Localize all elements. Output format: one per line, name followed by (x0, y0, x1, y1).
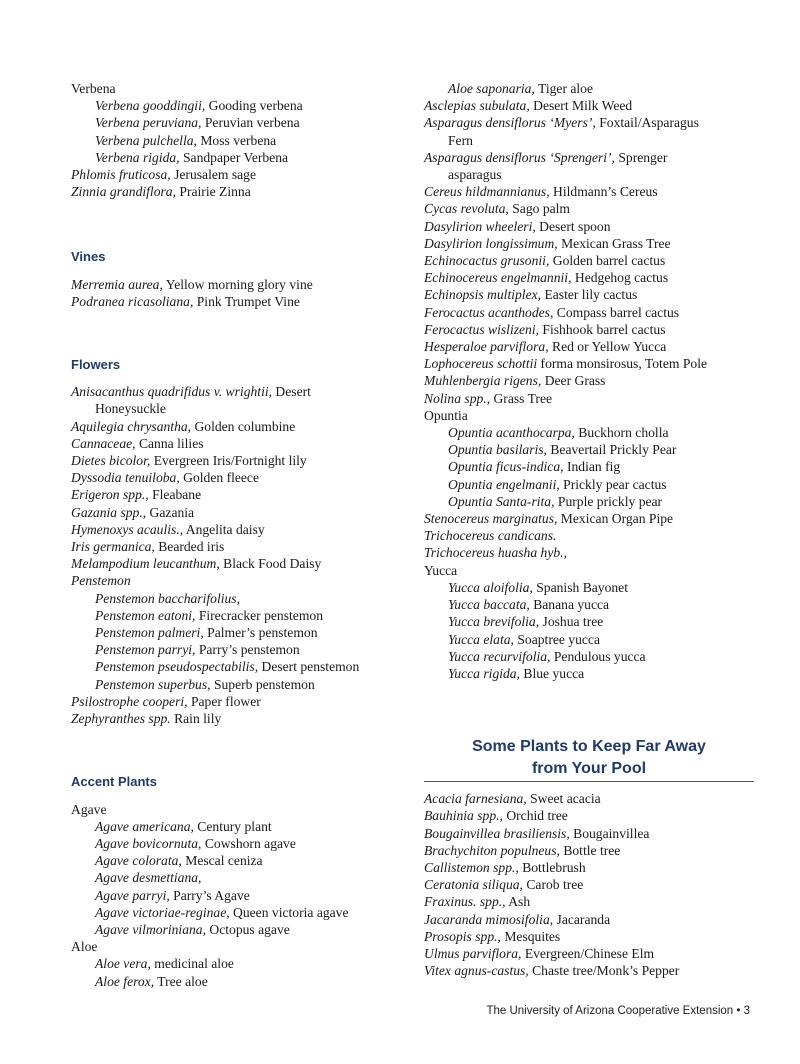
plant-entry (424, 665, 769, 682)
plant-entry (424, 304, 769, 321)
scientific-name: Trichocereus candicans. (424, 528, 557, 544)
plant-entry (424, 893, 769, 910)
common-name: Fleabane (148, 487, 202, 503)
common-name-continued: Fern (448, 132, 473, 148)
plant-entry (71, 132, 411, 149)
plant-entry (71, 641, 411, 658)
plant-entry (71, 607, 411, 624)
scientific-name: Penstemon (71, 573, 131, 589)
scientific-name: Iris germanica, (71, 539, 155, 555)
plant-entry (424, 355, 769, 372)
common-name: forma monsirosus, Totem Pole (537, 356, 707, 372)
scientific-name: Penstemon baccharifolius, (95, 590, 240, 606)
plant-entry (71, 383, 411, 400)
common-name: Queen victoria agave (229, 904, 349, 920)
scientific-name: Zinnia grandiflora, (71, 184, 176, 200)
scientific-name: Anisacanthus quadrifidus v. wrightii, (71, 384, 273, 400)
common-name: Golden fleece (179, 470, 260, 486)
scientific-name: Yucca brevifolia, (448, 614, 540, 630)
common-name: Pendulous yucca (550, 648, 646, 664)
scientific-name: Erigeron spp., (71, 487, 149, 503)
common-name: Red or Yellow Yucca (548, 339, 667, 355)
plant-entry (71, 835, 411, 852)
common-name: Golden columbine (191, 418, 296, 434)
scientific-name: Echinocactus grusonii, (424, 253, 550, 269)
plant-entry (424, 286, 769, 303)
common-name: Beavertail Prickly Pear (546, 442, 677, 458)
plant-entry (71, 521, 411, 538)
plant-entry (424, 441, 769, 458)
plant-entry (71, 676, 411, 693)
scientific-name: Bougainvillea brasiliensis, (424, 825, 570, 841)
plant-entry (424, 149, 769, 166)
plant-entry (424, 962, 769, 979)
scientific-name: Hymenoxys acaulis., (71, 521, 184, 537)
genus-label: Aloe (71, 939, 98, 955)
common-name: Firecracker penstemon (195, 607, 323, 623)
plant-entry (71, 538, 411, 555)
scientific-name: Gazania spp., (71, 504, 147, 520)
plant-entry (424, 114, 769, 131)
section-heading: Accent Plants (71, 774, 157, 790)
scientific-name: Asparagus densiflorus ‘Myers’, (424, 115, 596, 131)
scientific-name: Dasylirion longissimum, (424, 235, 558, 251)
plant-entry (424, 928, 769, 945)
scientific-name: Penstemon superbus, (95, 676, 211, 692)
scientific-name: Verbena pulchella, (95, 132, 197, 148)
right-column (424, 80, 769, 979)
plant-entry (424, 476, 769, 493)
plant-entry (71, 435, 411, 452)
plant-entry (424, 269, 769, 286)
scientific-name: Agave parryi, (95, 887, 170, 903)
scientific-name: Penstemon pseudospectabilis, (95, 659, 259, 675)
plant-entry (71, 114, 411, 131)
plant-entry (71, 904, 411, 921)
plant-entry (71, 149, 411, 166)
scientific-name: Merremia aurea, (71, 276, 163, 292)
scientific-name: Cereus hildmannianus, (424, 184, 550, 200)
scientific-name: Penstemon palmeri, (95, 625, 204, 641)
scientific-name: Hesperaloe parviflora, (424, 339, 549, 355)
keep-away-title-line2: from Your Pool (531, 759, 647, 777)
plant-entry (71, 97, 411, 114)
common-name: Soaptree yucca (513, 631, 601, 647)
scientific-name: Ferocactus wislizeni, (424, 321, 540, 337)
scientific-name: Agave bovicornuta, (95, 835, 202, 851)
scientific-name: Callistemon spp., (424, 859, 519, 875)
scientific-name: Melampodium leucanthum, (71, 556, 220, 572)
genus-label: Agave (71, 801, 107, 817)
common-name: Canna lilies (135, 435, 204, 451)
common-name: Orchid tree (502, 808, 568, 824)
plant-entry (424, 200, 769, 217)
scientific-name: Agave americana, (95, 818, 194, 834)
common-name: Indian fig (563, 459, 621, 475)
common-name: Tree aloe (154, 973, 208, 989)
common-name: Chaste tree/Monk’s Pepper (528, 963, 680, 979)
common-name-continued: Honeysuckle (95, 401, 166, 417)
plant-entry (71, 955, 411, 972)
scientific-name: Verbena peruviana, (95, 115, 202, 131)
scientific-name: Yucca rigida, (448, 665, 521, 681)
scientific-name: Bauhinia spp., (424, 808, 503, 824)
common-name: Paper flower (187, 693, 261, 709)
common-name: Banana yucca (529, 597, 610, 613)
scientific-name: Yucca recurvifolia, (448, 648, 551, 664)
plant-entry (71, 293, 411, 310)
common-name: Century plant (193, 818, 272, 834)
plant-entry (424, 859, 769, 876)
common-name: Joshua tree (539, 614, 604, 630)
plant-entry (424, 544, 769, 561)
common-name: Octopus agave (206, 921, 290, 937)
scientific-name: Cycas revoluta, (424, 201, 509, 217)
plant-entry (424, 807, 769, 824)
common-name: Gazania (146, 504, 195, 520)
common-name: Parry’s Agave (169, 887, 250, 903)
common-name: Gooding verbena (205, 98, 303, 114)
common-name: Compass barrel cactus (553, 304, 680, 320)
genus-label: Yucca (424, 562, 458, 578)
scientific-name: Echinopsis multiplex, (424, 287, 542, 303)
scientific-name: Aquilegia chrysantha, (71, 418, 192, 434)
plant-entry (71, 710, 411, 727)
common-name: Easter lily cactus (541, 287, 638, 303)
scientific-name: Stenocereus marginatus, (424, 511, 558, 527)
plant-entry (424, 825, 769, 842)
plant-entry (424, 390, 769, 407)
common-name: Buckhorn cholla (574, 425, 669, 441)
common-name-continued: asparagus (448, 167, 502, 183)
plant-entry (424, 579, 769, 596)
section-heading: Flowers (71, 357, 121, 373)
keep-away-list (424, 790, 769, 979)
plant-entry (424, 97, 769, 114)
scientific-name: Aloe saponaria, (448, 81, 535, 96)
plant-entry (71, 658, 411, 675)
common-name: Fishhook barrel cactus (539, 321, 666, 337)
scientific-name: Psilostrophe cooperi, (71, 693, 188, 709)
scientific-name: Aloe vera, (95, 956, 151, 972)
plant-entry (424, 527, 769, 544)
scientific-name: Dasylirion wheeleri, (424, 218, 536, 234)
plant-entry (424, 876, 769, 893)
scientific-name: Dyssodia tenuiloba, (71, 470, 180, 486)
scientific-name: Opuntia engelmanii, (448, 476, 560, 492)
scientific-name: Ceratonia siliqua, (424, 877, 523, 893)
plant-entry (424, 338, 769, 355)
common-name: Prairie Zinna (176, 184, 251, 200)
common-name: Deer Grass (541, 373, 606, 389)
accent-plants-continued (424, 80, 769, 682)
scientific-name: Penstemon parryi, (95, 642, 196, 658)
scientific-name: Dietes bicolor, (71, 453, 151, 469)
plant-entry (71, 973, 411, 990)
scientific-name: Podranea ricasoliana, (71, 293, 194, 309)
common-name: Evergreen/Chinese Elm (521, 945, 655, 961)
scientific-name: Nolina spp., (424, 390, 491, 406)
plant-entry (424, 183, 769, 200)
scientific-name: Fraxinus. spp., (424, 894, 506, 910)
common-name: Bottle tree (559, 842, 621, 858)
scientific-name: Verbena rigida, (95, 149, 180, 165)
common-name: Desert Milk Weed (529, 98, 633, 114)
plant-entry (424, 648, 769, 665)
common-name: Bougainvillea (569, 825, 650, 841)
plant-entry (424, 372, 769, 389)
plant-entry (424, 321, 769, 338)
common-name: Blue yucca (520, 665, 585, 681)
plant-entry (71, 869, 411, 886)
plant-entry (71, 818, 411, 835)
scientific-name: Ulmus parviflora, (424, 945, 522, 961)
common-name: Cowshorn agave (201, 835, 296, 851)
plant-entry (71, 572, 411, 589)
common-name: Tiger aloe (534, 81, 594, 96)
common-name: Desert penstemon (258, 659, 360, 675)
scientific-name: Verbena gooddingii, (95, 98, 206, 114)
keep-away-heading (424, 736, 754, 782)
common-name: Hedgehog cactus (571, 270, 669, 286)
plant-entry (424, 252, 769, 269)
plant-entry (71, 852, 411, 869)
plant-entry (71, 624, 411, 641)
common-name: Sweet acacia (526, 791, 601, 807)
plant-entry (71, 555, 411, 572)
plant-entry (424, 911, 769, 928)
scientific-name: Ferocactus acanthodes, (424, 304, 554, 320)
common-name: Bottlebrush (518, 859, 586, 875)
scientific-name: Phlomis fruticosa, (71, 167, 171, 183)
plant-entry (71, 504, 411, 521)
plant-entry (71, 887, 411, 904)
scientific-name: Prosopis spp., (424, 928, 501, 944)
plant-entry (424, 613, 769, 630)
plant-entry (424, 80, 769, 97)
plant-entry (424, 945, 769, 962)
plant-entry (71, 166, 411, 183)
common-name: Bearded iris (154, 539, 225, 555)
keep-away-title-line1: Some Plants to Keep Far Away (472, 738, 706, 756)
common-name: Peruvian verbena (201, 115, 300, 131)
plant-entry (71, 183, 411, 200)
plant-entry (424, 842, 769, 859)
common-name: Desert spoon (535, 218, 611, 234)
common-name: medicinal aloe (150, 956, 234, 972)
scientific-name: Agave colorata, (95, 853, 182, 869)
common-name: Sandpaper Verbena (179, 149, 289, 165)
scientific-name: Agave vilmoriniana, (95, 921, 206, 937)
scientific-name: Zephyranthes spp. (71, 711, 171, 727)
common-name: Mesquites (500, 928, 561, 944)
plant-entry (71, 452, 411, 469)
plant-entry (71, 469, 411, 486)
scientific-name: Yucca aloifolia, (448, 579, 533, 595)
plant-entry (424, 424, 769, 441)
plant-entry (424, 218, 769, 235)
common-name: Carob tree (522, 877, 584, 893)
plant-entry (71, 921, 411, 938)
common-name: Evergreen Iris/Fortnight lily (150, 453, 307, 469)
scientific-name: Jacaranda mimosifolia, (424, 911, 554, 927)
scientific-name: Opuntia acanthocarpa, (448, 425, 575, 441)
genus-label: Opuntia (424, 407, 468, 423)
common-name: Parry’s penstemon (195, 642, 300, 658)
common-name: Moss verbena (196, 132, 277, 148)
common-name: Jerusalem sage (170, 167, 257, 183)
plant-entry (71, 693, 411, 710)
common-name: Jacaranda (553, 911, 611, 927)
page-footer: The University of Arizona Cooperative Extension • 3 (486, 1005, 750, 1017)
common-name: Mescal ceniza (181, 853, 263, 869)
plant-entry (424, 493, 769, 510)
common-name: Superb penstemon (210, 676, 315, 692)
common-name: Grass Tree (490, 390, 553, 406)
scientific-name: Acacia farnesiana, (424, 791, 527, 807)
common-name: Ash (505, 894, 531, 910)
scientific-name: Penstemon eatoni, (95, 607, 196, 623)
scientific-name: Opuntia ficus-indica, (448, 459, 564, 475)
scientific-name: Trichocereus huasha hyb., (424, 545, 567, 561)
scientific-name: Cannaceae, (71, 435, 136, 451)
plant-entry (71, 590, 411, 607)
scientific-name: Yucca baccata, (448, 597, 530, 613)
scientific-name: Lophocereus schottii (424, 356, 538, 372)
common-name: Spanish Bayonet (532, 579, 628, 595)
common-name: Hildmann’s Cereus (549, 184, 658, 200)
plant-entry (424, 596, 769, 613)
scientific-name: Vitex agnus-castus, (424, 963, 529, 979)
scientific-name: Opuntia Santa-rita, (448, 493, 555, 509)
common-name: Sprenger (614, 149, 668, 165)
common-name: Desert (272, 384, 311, 400)
common-name: Palmer’s penstemon (203, 625, 318, 641)
scientific-name: Opuntia basilaris, (448, 442, 547, 458)
scientific-name: Agave desmettiana, (95, 870, 202, 886)
scientific-name: Asclepias subulata, (424, 98, 530, 114)
common-name: Yellow morning glory vine (162, 276, 313, 292)
common-name: Prickly pear cactus (559, 476, 667, 492)
common-name: Foxtail/Asparagus (595, 115, 699, 131)
common-name: Pink Trumpet Vine (193, 293, 300, 309)
scientific-name: Muhlenbergia rigens, (424, 373, 542, 389)
common-name: Rain lily (170, 711, 222, 727)
section-heading: Vines (71, 249, 106, 265)
plant-entry (424, 235, 769, 252)
scientific-name: Brachychiton populneus, (424, 842, 560, 858)
plant-entry (424, 510, 769, 527)
scientific-name: Agave victoriae-reginae, (95, 904, 230, 920)
common-name: Sago palm (508, 201, 570, 217)
common-name: Black Food Daisy (219, 556, 322, 572)
scientific-name: Aloe ferox, (95, 973, 155, 989)
plant-entry (71, 276, 411, 293)
plant-entry (424, 631, 769, 648)
scientific-name: Asparagus densiflorus ‘Sprengeri’, (424, 149, 615, 165)
scientific-name: Yucca elata, (448, 631, 514, 647)
plant-entry (424, 790, 769, 807)
plant-entry (71, 418, 411, 435)
plant-entry (424, 458, 769, 475)
common-name: Purple prickly pear (554, 493, 663, 509)
common-name: Mexican Organ Pipe (557, 511, 674, 527)
common-name: Mexican Grass Tree (557, 235, 671, 251)
common-name: Golden barrel cactus (549, 253, 666, 269)
left-column (71, 80, 411, 990)
plant-entry (71, 486, 411, 503)
genus-label: Verbena (71, 81, 116, 96)
common-name: Angelita daisy (183, 521, 265, 537)
scientific-name: Echinocereus engelmannii, (424, 270, 572, 286)
